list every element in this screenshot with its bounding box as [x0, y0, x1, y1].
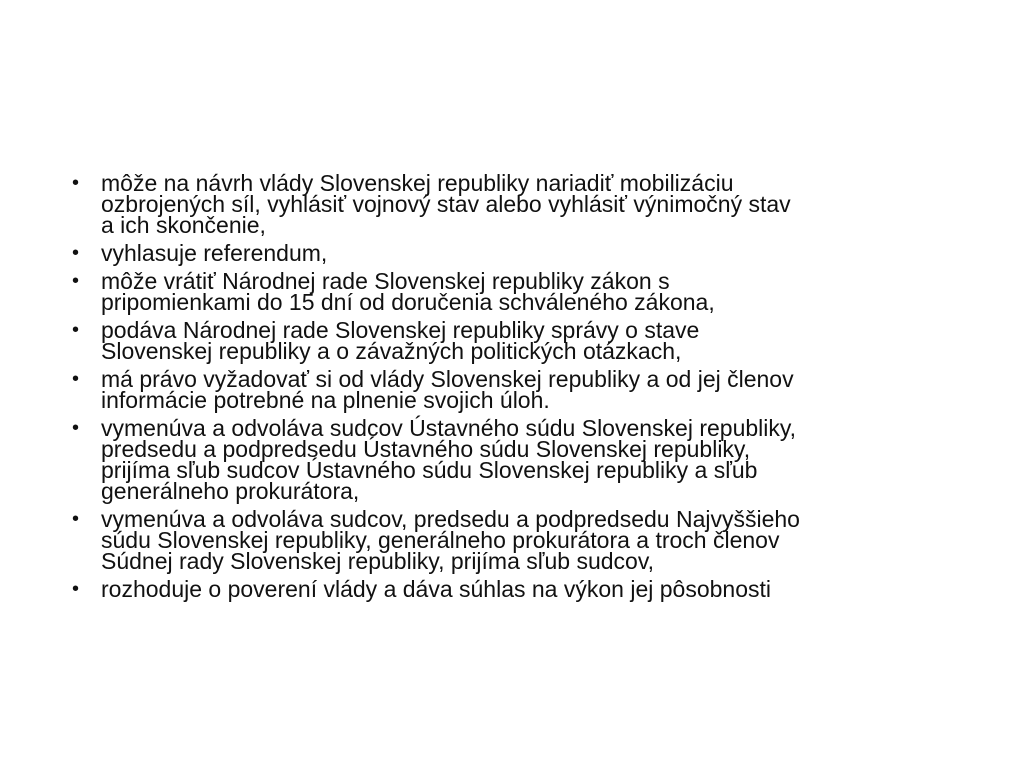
list-item: [72, 415, 972, 504]
list-item: [72, 268, 972, 315]
bullet-icon: •: [72, 508, 80, 530]
list-item-text: podáva Národnej rade Slovenskej republiky správy o stave Slovenskej republiky a o závažných politických otázkach,: [101, 317, 700, 364]
list-item-text: môže na návrh vlády Slovenskej republiky nariadiť mobilizáciu ozbrojených síl, vyhlásiť vojnový stav alebo vyhlásiť výnimočný stav a ich skončenie,: [101, 170, 791, 238]
list-item: [72, 366, 972, 413]
list-item-text: vymenúva a odvoláva sudcov Ústavného súdu Slovenskej republiky, predsedu a podpredsedu Ústavného súdu Slovenskej republiky, prijíma sľub sudcov Ústavného súdu Slovenskej republiky a sľub generálneho prokurátora,: [101, 415, 797, 504]
list-item: [72, 506, 972, 574]
bullet-icon: •: [72, 270, 80, 292]
bullet-icon: •: [72, 417, 80, 439]
bullet-icon: •: [72, 368, 80, 390]
bullet-icon: •: [72, 242, 80, 264]
list-item-text: má právo vyžadovať si od vlády Slovenskej republiky a od jej členov informácie potrebné na plnenie svojich úloh.: [101, 366, 794, 413]
list-item-text: môže vrátiť Národnej rade Slovenskej republiky zákon s pripomienkami do 15 dní od doručenia schváleného zákona,: [101, 268, 715, 315]
slide-content: [72, 170, 972, 607]
list-item: [72, 170, 972, 238]
list-item: [72, 240, 972, 266]
list-item: [72, 576, 972, 602]
bullet-icon: •: [72, 172, 80, 194]
bullet-icon: •: [72, 578, 80, 600]
list-item: [72, 317, 972, 364]
bullet-icon: •: [72, 319, 80, 341]
list-item-text: vyhlasuje referendum,: [101, 240, 328, 266]
list-item-text: vymenúva a odvoláva sudcov, predsedu a podpredsedu Najvyššieho súdu Slovenskej republiky, generálneho prokurátora a troch členov Súdnej rady Slovenskej republiky, prijíma sľub sudcov,: [101, 506, 800, 574]
bullet-list: [72, 170, 972, 602]
list-item-text: rozhoduje o poverení vlády a dáva súhlas na výkon jej pôsobnosti: [101, 576, 771, 602]
